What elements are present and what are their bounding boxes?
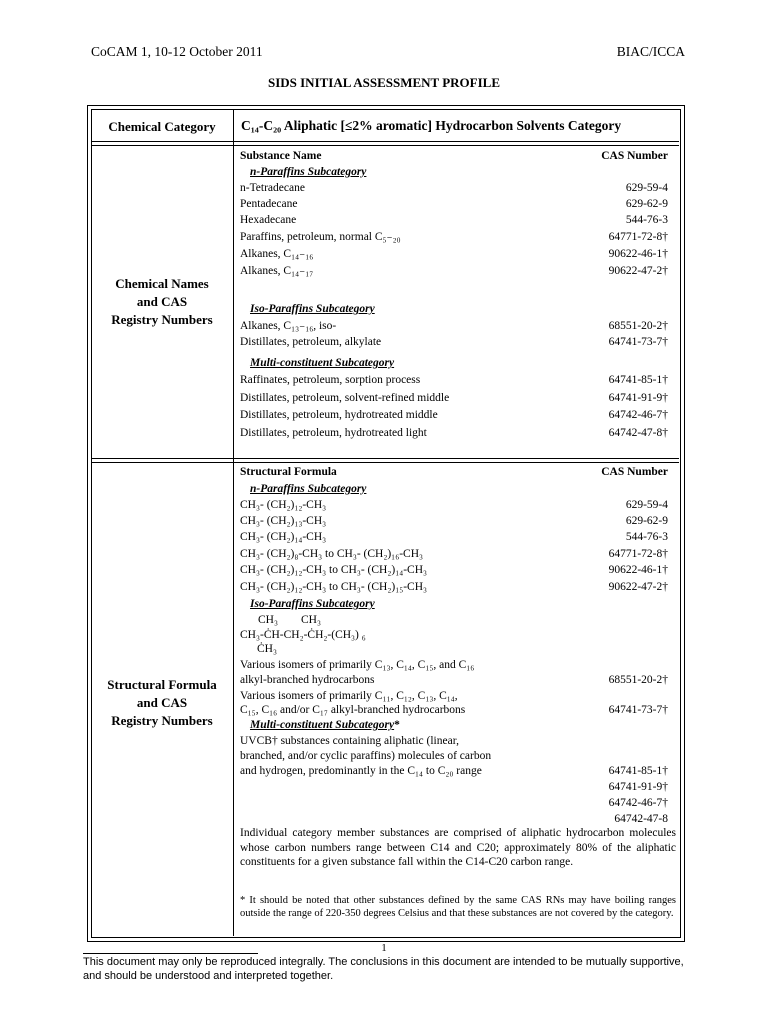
column-header-substance-name: Substance Name: [240, 150, 322, 162]
table-row-divider: [91, 462, 679, 463]
cas-number: 64742-47-8†: [608, 427, 668, 439]
formula-branch-line: CH₃ CH₃: [258, 614, 321, 626]
cas-number: 90622-47-2†: [608, 265, 668, 277]
cas-number: 64741-85-1†: [608, 374, 668, 386]
substance-name: Raffinates, petroleum, sorption process: [240, 374, 421, 386]
isomer-description: alkyl-branched hydrocarbons: [240, 674, 375, 686]
cas-number: 64741-73-7†: [608, 704, 668, 716]
table-row-divider: [91, 145, 679, 146]
structural-formula: CH₃- (CH₂)₁₂-CH₃ to CH₃- (CH₂)₁₄-CH₃: [240, 564, 428, 576]
subcategory-heading: [250, 597, 678, 611]
subcategory-heading: [250, 482, 678, 496]
substance-name: Distillates, petroleum, hydrotreated middle: [240, 409, 438, 421]
category-footnote: * It should be noted that other substances defined by the same CAS RNs may have boiling ranges outside the range of 220-350 degrees Celsius and that these substances are not covered by the category.: [240, 895, 676, 919]
label-line: Chemical Names: [115, 276, 209, 291]
footer-disclaimer: This document may only be reproduced integrally. The conclusions in this document are intended to be mutually supportive, and should be understood and interpreted together.: [83, 956, 684, 982]
cas-number: 544-76-3: [625, 214, 668, 226]
cas-number: 64741-91-9†: [608, 392, 668, 404]
subcategory-n-paraffins: n-Paraffins Subcategory: [250, 483, 367, 495]
iso-formula-top: [258, 613, 686, 627]
isomer-description: C₁₅, C₁₆ and/or C₁₇ alkyl-branched hydrocarbons: [240, 704, 466, 716]
footer-rule: [83, 953, 258, 954]
substance-name: Distillates, petroleum, alkylate: [240, 336, 382, 348]
cas-number: 629-59-4: [625, 499, 668, 511]
isomer-description: Various isomers of primarily C₁₁, C₁₂, C₁₃, C₁₄,: [240, 690, 458, 702]
cas-number: 64741-73-7†: [608, 336, 668, 348]
structural-formula: CH₃- (CH₂)₁₄-CH₃: [240, 531, 327, 543]
table-row-divider: [91, 141, 679, 142]
column-header-cas: CAS Number: [601, 150, 668, 162]
structural-formula: CH₃- (CH₂)₁₂-CH₃ to CH₃- (CH₂)₁₅-CH₃: [240, 581, 428, 593]
subcategory-heading: [250, 165, 678, 179]
subcategory-heading: [250, 356, 678, 370]
footnote-marker: *: [394, 719, 400, 731]
formula-branch-bottom: ĊH₃: [257, 643, 277, 655]
substance-name: Hexadecane: [240, 214, 297, 226]
header-organization: BIAC/ICCA: [616, 44, 685, 59]
subcategory-multi-constituent: Multi-constituent Subcategory: [250, 357, 395, 369]
structural-formula: CH₃- (CH₂)₁₃-CH₃: [240, 515, 327, 527]
subcategory-n-paraffins: n-Paraffins Subcategory: [250, 166, 367, 178]
cas-number: 90622-46-1†: [608, 248, 668, 260]
chemical-names-label: [92, 275, 232, 329]
subcategory-iso-paraffins: Iso-Paraffins Subcategory: [250, 303, 375, 315]
subcategory-multi-constituent: Multi-constituent Subcategory: [250, 719, 395, 731]
label-line: Structural Formula: [107, 677, 217, 692]
iso-formula-main: [240, 628, 668, 642]
cas-number: 64771-72-8†: [608, 231, 668, 243]
cas-number: 90622-47-2†: [608, 581, 668, 593]
table-row-divider: [91, 458, 679, 459]
substance-name: Paraffins, petroleum, normal C₅₋₂₀: [240, 231, 401, 243]
structural-formula: CH₃- (CH₂)₁₂-CH₃: [240, 499, 327, 511]
cas-number: 629-62-9: [625, 515, 668, 527]
formula-main-chain: CH₃-ĊH-CH₂-ĊH₂-(CH₃) ₆: [240, 629, 366, 641]
category-title: C₁₄-C₂₀ Aliphatic [≤2% aromatic] Hydrocarbon Solvents Category: [241, 118, 622, 133]
cas-number: 64741-91-9†: [608, 781, 668, 793]
category-description-paragraph: Individual category member substances are comprised of aliphatic hydrocarbon molecules whose carbon numbers range between C14 and C20; approximately 80% of the aliphatic constituents for a given substance fall within the C14-C20 carbon range.: [240, 827, 676, 868]
page-title: SIDS INITIAL ASSESSMENT PROFILE: [267, 75, 501, 90]
cas-number: 64742-47-8: [614, 813, 668, 825]
subcategory-heading: [250, 302, 678, 316]
uvcb-description: and hydrogen, predominantly in the C₁₄ to C₂₀ range: [240, 765, 482, 777]
substance-name: Distillates, petroleum, hydrotreated light: [240, 427, 427, 439]
category-label: Chemical Category: [108, 119, 216, 134]
label-line: Registry Numbers: [111, 312, 213, 327]
subcategory-iso-paraffins: Iso-Paraffins Subcategory: [250, 598, 375, 610]
structural-formula: CH₃- (CH₂)₈-CH₃ to CH₃- (CH₂)₁₆-CH₃: [240, 548, 424, 560]
header-meeting: CoCAM 1, 10-12 October 2011: [91, 44, 263, 59]
table-column-divider: [233, 109, 234, 936]
label-line: and CAS: [136, 695, 188, 710]
cas-number: 629-62-9: [625, 198, 668, 210]
iso-formula-bottom: [257, 642, 685, 656]
cas-number: 544-76-3: [625, 531, 668, 543]
uvcb-description: branched, and/or cyclic paraffins) molecules of carbon: [240, 750, 492, 762]
page-number: 1: [381, 942, 387, 954]
cas-number: 90622-46-1†: [608, 564, 668, 576]
label-line: Registry Numbers: [111, 713, 213, 728]
column-header-cas: CAS Number: [601, 466, 668, 478]
cas-number: 68551-20-2†: [608, 674, 668, 686]
cas-number: 629-59-4: [625, 182, 668, 194]
column-header-structural-formula: Structural Formula: [240, 466, 337, 478]
structural-formula-label: [92, 676, 232, 730]
substance-name: Pentadecane: [240, 198, 298, 210]
cas-number: 68551-20-2†: [608, 320, 668, 332]
uvcb-description: UVCB† substances containing aliphatic (linear,: [240, 735, 459, 747]
substance-name: Alkanes, C₁₃₋₁₆, iso-: [240, 320, 337, 332]
substance-name: Alkanes, C₁₄₋₁₆: [240, 248, 314, 260]
cas-number: 64742-46-7†: [608, 409, 668, 421]
isomer-description: Various isomers of primarily C₁₃, C₁₄, C₁₅, and C₁₆: [240, 659, 475, 671]
cas-number: 64771-72-8†: [608, 548, 668, 560]
cas-number: 64741-85-1†: [608, 765, 668, 777]
cas-number: 64742-46-7†: [608, 797, 668, 809]
subcategory-heading: [250, 718, 678, 732]
substance-name: n-Tetradecane: [240, 182, 305, 194]
substance-name: Alkanes, C₁₄₋₁₇: [240, 265, 314, 277]
label-line: and CAS: [136, 294, 188, 309]
substance-name: Distillates, petroleum, solvent-refined middle: [240, 392, 450, 404]
